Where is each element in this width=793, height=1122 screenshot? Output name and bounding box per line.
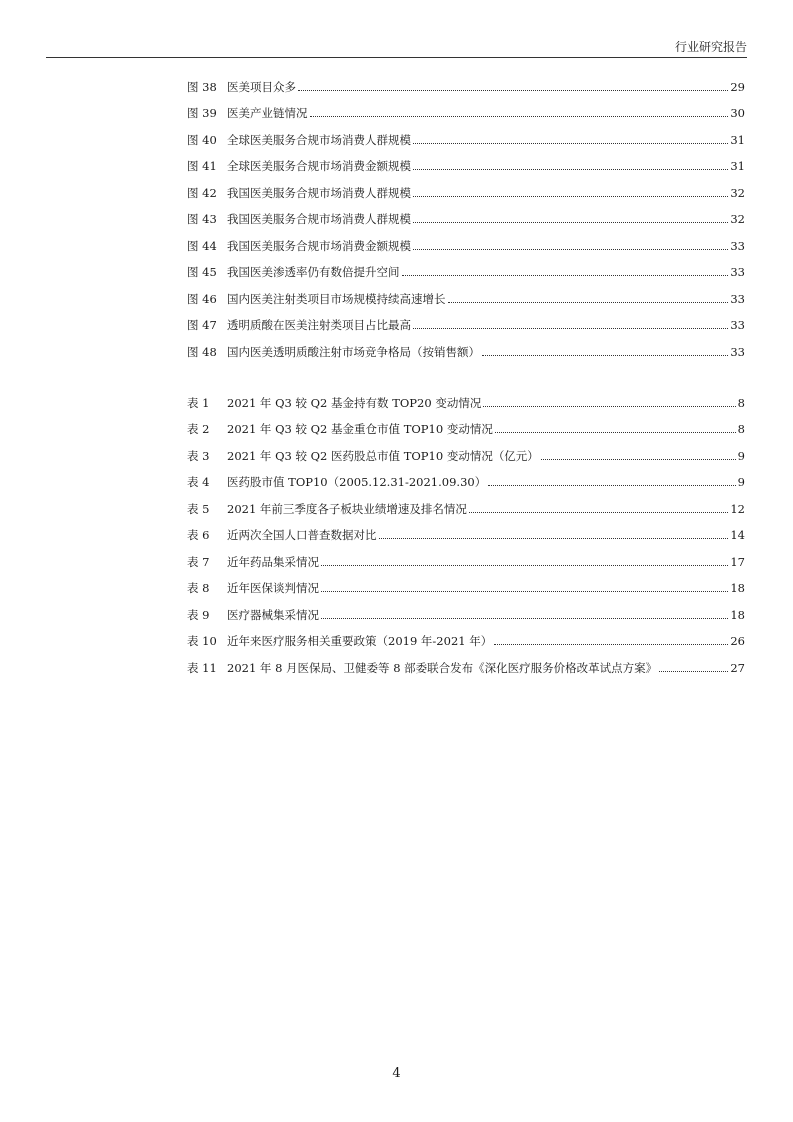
dot-leader — [298, 90, 728, 91]
entry-page-number: 12 — [730, 501, 745, 516]
table-entry[interactable] — [187, 410, 745, 437]
figure-entry[interactable] — [187, 120, 745, 147]
entry-page-number: 31 — [730, 132, 745, 147]
entry-page-number: 30 — [730, 106, 745, 120]
entry-page-number: 33 — [730, 265, 745, 279]
entry-number: 表 10 — [187, 634, 217, 648]
entry-title: 医疗器械集采情况 — [227, 607, 319, 622]
dot-leader — [488, 485, 735, 486]
dot-leader — [495, 432, 736, 433]
entry-page-number: 9 — [737, 475, 745, 489]
entry-page-number: 33 — [730, 344, 745, 359]
figure-entry[interactable] — [187, 67, 745, 94]
entry-number: 图 46 — [187, 291, 217, 306]
entry-page-number: 17 — [730, 554, 745, 569]
entry-title: 国内医美注射类项目市场规模持续高速增长 — [227, 291, 446, 306]
entry-number: 图 39 — [187, 106, 217, 120]
entry-title: 2021 年 8 月医保局、卫健委等 8 部委联合发布《深化医疗服务价格改革试点方案》 — [227, 660, 658, 675]
entry-page-number: 32 — [730, 212, 745, 226]
entry-title: 医药股市值 TOP10（2005.12.31-2021.09.30） — [227, 475, 487, 489]
entry-number: 图 44 — [187, 238, 217, 253]
entry-number: 图 42 — [187, 185, 217, 200]
entry-number: 图 40 — [187, 132, 217, 147]
figure-entry[interactable] — [187, 253, 745, 280]
entry-page-number: 26 — [730, 634, 745, 648]
table-entry[interactable] — [187, 489, 745, 516]
page-number: 4 — [392, 1066, 401, 1081]
table-entry[interactable] — [187, 463, 745, 490]
entry-page-number: 27 — [730, 660, 745, 675]
entry-number: 图 38 — [187, 79, 217, 94]
entry-title: 2021 年 Q3 较 Q2 基金持有数 TOP20 变动情况 — [227, 395, 482, 410]
dot-leader — [413, 249, 728, 250]
entry-page-number: 14 — [730, 528, 745, 542]
entry-number: 表 9 — [187, 607, 210, 622]
entry-number: 表 4 — [187, 475, 210, 489]
entry-page-number: 8 — [737, 422, 745, 436]
figure-entry[interactable] — [187, 332, 745, 359]
dot-leader — [494, 644, 728, 645]
entry-page-number: 9 — [737, 448, 745, 463]
entry-number: 表 3 — [187, 448, 210, 463]
entry-title: 近年来医疗服务相关重要政策（2019 年-2021 年） — [227, 634, 493, 648]
table-entry[interactable] — [187, 595, 745, 622]
table-entry[interactable] — [187, 542, 745, 569]
table-entry[interactable] — [187, 436, 745, 463]
dot-leader — [413, 328, 728, 329]
entry-page-number: 29 — [730, 79, 745, 94]
figure-entry[interactable] — [187, 306, 745, 333]
entry-title: 近年药品集采情况 — [227, 554, 319, 569]
entry-title: 我国医美服务合规市场消费金额规模 — [227, 238, 411, 253]
dot-leader — [413, 143, 728, 144]
table-entry[interactable] — [187, 648, 745, 675]
entry-title: 我国医美服务合规市场消费人群规模 — [227, 212, 411, 226]
dot-leader — [413, 196, 728, 197]
entry-title: 医美产业链情况 — [227, 106, 308, 120]
dot-leader — [659, 671, 728, 672]
header-divider — [46, 57, 747, 58]
entry-page-number: 31 — [730, 159, 745, 173]
dot-leader — [482, 355, 728, 356]
entry-number: 表 7 — [187, 554, 210, 569]
dot-leader — [321, 591, 728, 592]
dot-leader — [379, 538, 729, 539]
entry-page-number: 33 — [730, 238, 745, 253]
entry-title: 国内医美透明质酸注射市场竞争格局（按销售额） — [227, 344, 480, 359]
entry-number: 图 41 — [187, 159, 217, 173]
figure-entry[interactable] — [187, 147, 745, 174]
dot-leader — [310, 116, 729, 117]
entry-number: 图 48 — [187, 344, 217, 359]
entry-title: 全球医美服务合规市场消费人群规模 — [227, 132, 411, 147]
entry-title: 透明质酸在医美注射类项目占比最高 — [227, 318, 411, 332]
entry-number: 图 43 — [187, 212, 217, 226]
entry-title: 2021 年前三季度各子板块业绩增速及排名情况 — [227, 501, 467, 516]
dot-leader — [483, 406, 735, 407]
entry-title: 近年医保谈判情况 — [227, 581, 319, 595]
entry-number: 表 2 — [187, 422, 210, 436]
figure-entry[interactable] — [187, 94, 745, 121]
entry-page-number: 33 — [730, 318, 745, 332]
table-entry[interactable] — [187, 622, 745, 649]
entry-page-number: 33 — [730, 291, 745, 306]
header-title: 行业研究报告 — [674, 40, 747, 54]
figure-entry[interactable] — [187, 226, 745, 253]
entry-title: 近两次全国人口普查数据对比 — [227, 528, 377, 542]
figure-index — [187, 67, 745, 359]
table-entry[interactable] — [187, 516, 745, 543]
table-entry[interactable] — [187, 569, 745, 596]
entry-number: 图 47 — [187, 318, 217, 332]
entry-page-number: 18 — [730, 607, 745, 622]
table-index — [187, 383, 745, 675]
figure-entry[interactable] — [187, 279, 745, 306]
entry-number: 图 45 — [187, 265, 217, 279]
dot-leader — [469, 512, 728, 513]
entry-page-number: 8 — [737, 395, 745, 410]
entry-title: 我国医美渗透率仍有数倍提升空间 — [227, 265, 400, 279]
entry-title: 2021 年 Q3 较 Q2 医药股总市值 TOP10 变动情况（亿元） — [227, 448, 539, 463]
entry-number: 表 6 — [187, 528, 210, 542]
dot-leader — [402, 275, 729, 276]
dot-leader — [541, 459, 736, 460]
dot-leader — [321, 565, 728, 566]
figure-entry[interactable] — [187, 173, 745, 200]
figure-entry[interactable] — [187, 200, 745, 227]
entry-number: 表 8 — [187, 581, 210, 595]
dot-leader — [321, 618, 728, 619]
entry-title: 我国医美服务合规市场消费人群规模 — [227, 185, 411, 200]
dot-leader — [413, 222, 728, 223]
entry-title: 2021 年 Q3 较 Q2 基金重仓市值 TOP10 变动情况 — [227, 422, 493, 436]
dot-leader — [448, 302, 729, 303]
entry-page-number: 32 — [730, 185, 745, 200]
entry-page-number: 18 — [730, 581, 745, 595]
entry-number: 表 5 — [187, 501, 210, 516]
dot-leader — [413, 169, 728, 170]
entry-number: 表 1 — [187, 395, 210, 410]
table-entry[interactable] — [187, 383, 745, 410]
entry-title: 全球医美服务合规市场消费金额规模 — [227, 159, 411, 173]
entry-title: 医美项目众多 — [227, 79, 296, 94]
entry-number: 表 11 — [187, 660, 217, 675]
